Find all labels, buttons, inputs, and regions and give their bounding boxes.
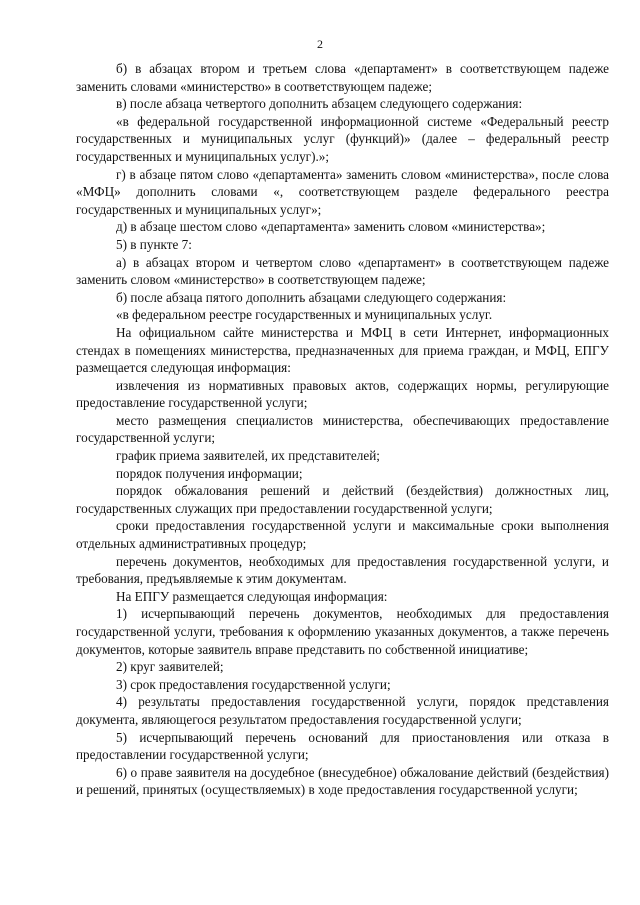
paragraph: перечень документов, необходимых для предоставления государственной услуги, и требования, предъявляемые к этим документам.	[76, 553, 609, 587]
paragraph: в) после абзаца четвертого дополнить абзацем следующего содержания:	[116, 96, 523, 112]
paragraph: 3) срок предоставления государственной услуги;	[116, 676, 391, 692]
paragraph: 1) исчерпывающий перечень документов, необходимых для предоставления государственной услуги, требования к оформлению указанных документов, а также перечень документов, которые заявитель вправе представить по собственной инициативе;	[76, 606, 609, 657]
paragraph: б) после абзаца пятого дополнить абзацами следующего содержания:	[116, 289, 507, 305]
paragraph: порядок получения информации;	[116, 465, 303, 481]
paragraph: д) в абзаце шестом слово «департамента» заменить словом «министерства»;	[116, 219, 546, 235]
paragraph: На официальном сайте министерства и МФЦ в сети Интернет, информационных стендах в помещениях министерства, предназначенных для приема граждан, и МФЦ, ЕПГУ размещается следующая информация:	[76, 324, 609, 376]
document-body	[76, 60, 609, 799]
paragraph: сроки предоставления государственной услуги и максимальные сроки выполнения отдельных административных процедур;	[76, 518, 609, 552]
paragraph: 2) круг заявителей;	[116, 659, 224, 675]
paragraph: место размещения специалистов министерства, обеспечивающих предоставление государственной услуги;	[76, 412, 609, 446]
paragraph: г) в абзаце пятом слово «департамента» заменить словом «министерства», после слова «МФЦ» дополнить словами «, соответствующем разделе федерального реестра государственных и муниципальных услуг»;	[76, 166, 609, 217]
paragraph: график приема заявителей, их представителей;	[116, 448, 380, 464]
paragraph: а) в абзацах втором и четвертом слово «департамент» в соответствующем падеже заменить словом «министерство» в соответствующем падеже;	[76, 254, 609, 288]
paragraph: «в федеральном реестре государственных и муниципальных услуг.	[116, 307, 493, 323]
paragraph: 5) исчерпывающий перечень оснований для приостановления или отказа в предоставлении государственной услуги;	[76, 729, 609, 763]
paragraph: «в федеральной государственной информационной системе «Федеральный реестр государственных и муниципальных услуг (функций)» (далее – федеральный реестр государственных и муниципальных услуг).»;	[76, 113, 609, 164]
paragraph: б) в абзацах втором и третьем слова «департамент» в соответствующем падеже заменить словами «министерство» в соответствующем падеже;	[76, 61, 609, 94]
paragraph: 6) о праве заявителя на досудебное (внесудебное) обжалование действий (бездействия) и решений, принятых (осуществляемых) в ходе предоставления государственной услуги;	[76, 764, 609, 798]
page-number: 2	[317, 37, 323, 51]
paragraph: 4) результаты предоставления государственной услуги, порядок представления документа, являющегося результатом предоставления государственной услуги;	[76, 694, 609, 727]
paragraph: порядок обжалования решений и действий (бездействия) должностных лиц, государственных служащих при предоставлении государственной услуги;	[76, 483, 609, 516]
paragraph: извлечения из нормативных правовых актов, содержащих нормы, регулирующие предоставление государственной услуги;	[76, 377, 609, 411]
paragraph: На ЕПГУ размещается следующая информация:	[116, 588, 388, 604]
paragraph: 5) в пункте 7:	[116, 236, 192, 252]
